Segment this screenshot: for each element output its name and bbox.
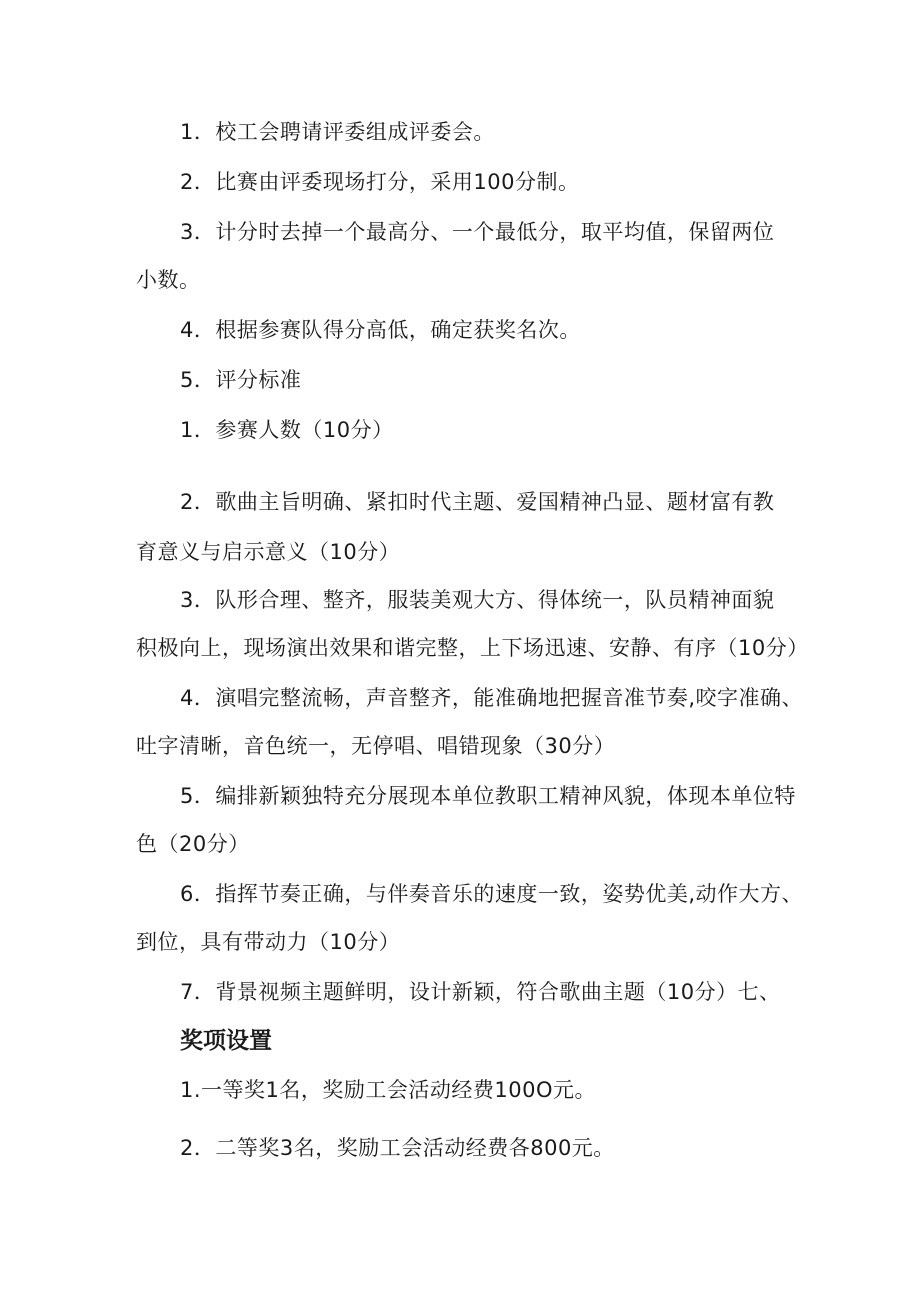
rule-line-4: 4．根据参赛队得分高低，确定获奖名次。: [180, 318, 581, 342]
rule-line-1: 1．校工会聘请评委组成评委会。: [180, 120, 495, 144]
rule-line-3: 3．计分时去掉一个最高分、一个最低分，取平均值，保留两位: [180, 220, 775, 244]
rule-line-2: 2．比赛由评委现场打分，采用100分制。: [180, 170, 580, 194]
criterion-6-cont: 到位，具有带动力（10分）: [136, 930, 401, 954]
rule-line-3-cont: 小数。: [136, 268, 201, 292]
criterion-4-cont: 吐字清晰，音色统一，无停唱、唱错现象（30分）: [136, 734, 616, 758]
criterion-5: 5．编排新颖独特充分展现本单位教职工精神风貌，体现本单位特: [180, 784, 796, 808]
criterion-2-cont: 育意义与启示意义（10分）: [136, 540, 401, 564]
award-2: 2．二等奖3名，奖励工会活动经费各800元。: [180, 1136, 615, 1160]
criterion-7: 7．背景视频主题鲜明，设计新颖，符合歌曲主题（10分）七、: [180, 980, 781, 1004]
award-1: 1.一等奖1名，奖励工会活动经费100O元。: [180, 1078, 597, 1102]
rule-line-5: 5．评分标准: [180, 368, 302, 392]
criterion-3: 3．队形合理、整齐，服装美观大方、得体统一，队员精神面貌: [180, 588, 775, 612]
criterion-2: 2．歌曲主旨明确、紧扣时代主题、爱国精神凸显、题材富有教: [180, 490, 775, 514]
criterion-4: 4．演唱完整流畅，声音整齐，能准确地把握音准节奏,咬字准确、: [180, 686, 804, 710]
criterion-1: 1．参赛人数（10分）: [180, 418, 394, 442]
criterion-5-cont: 色（20分）: [136, 832, 250, 856]
criterion-6: 6．指挥节奏正确，与伴奏音乐的速度一致，姿势优美,动作大方、: [180, 882, 804, 906]
section-heading: 奖项设置: [180, 1028, 272, 1054]
criterion-3-cont: 积极向上，现场演出效果和谐完整，上下场迅速、安静、有序（10分）: [136, 636, 809, 660]
